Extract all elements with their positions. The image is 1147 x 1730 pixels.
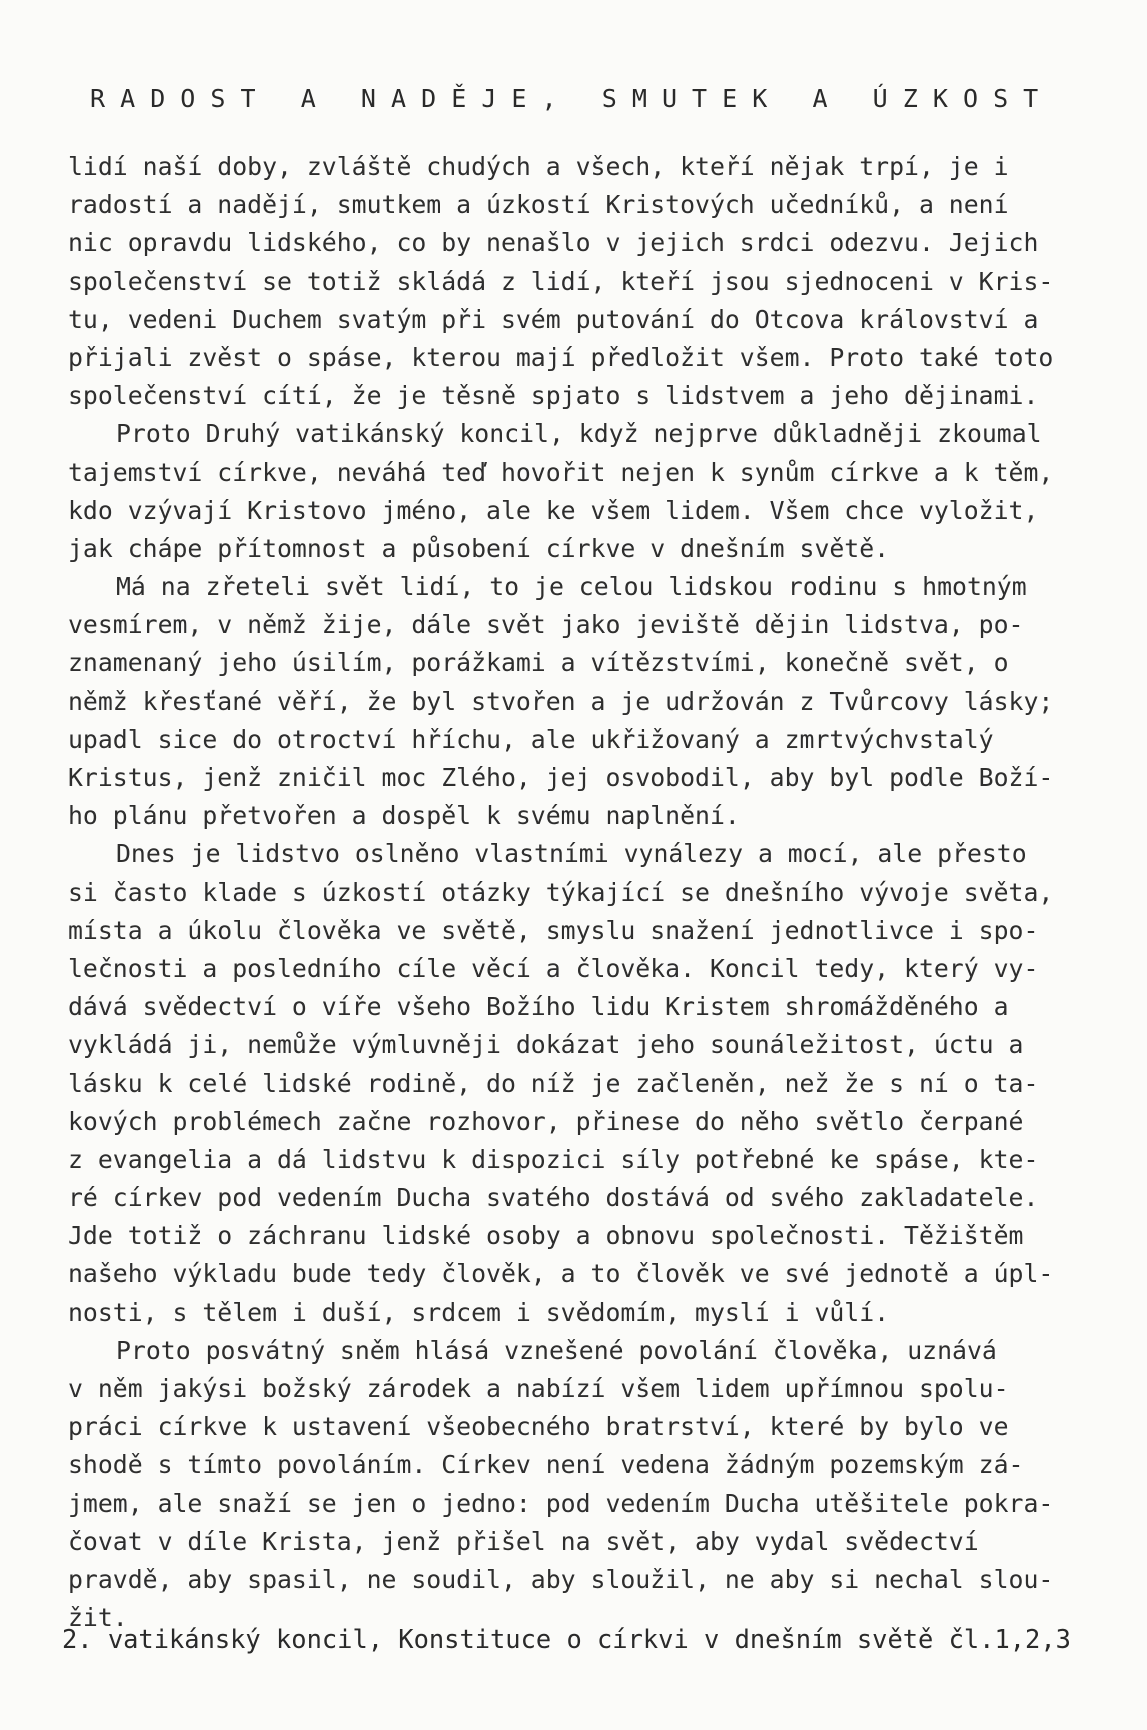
text-line: přijali zvěst o spáse, kterou mají předložit všem. Proto také toto — [68, 342, 1054, 372]
text-line: Jde totiž o záchranu lidské osoby a obnovu společnosti. Těžištěm — [68, 1221, 1024, 1251]
text-line: místa a úkolu člověka ve světě, smyslu snažení jednotlivce i spo- — [68, 915, 1039, 945]
text-line: společenství cítí, že je těsně spjato s lidstvem a jeho dějinami. — [68, 381, 1039, 411]
source-citation: 2. vatikánský koncil, Konstituce o církvi v dnešním světě čl.1,2,3 — [62, 1624, 1071, 1654]
text-line: němž křesťané věří, že byl stvořen a je udržován z Tvůrcovy lásky; — [68, 686, 1054, 716]
text-line: práci církve k ustavení všeobecného bratrství, které by bylo ve — [68, 1412, 1009, 1442]
text-line: Proto posvátný sněm hlásá vznešené povolání člověka, uznává — [116, 1335, 997, 1365]
text-line: tu, vedeni Duchem svatým při svém putování do Otcova království a — [68, 304, 1039, 334]
text-line: Kristus, jenž zničil moc Zlého, jej osvobodil, aby byl podle Boží- — [68, 763, 1054, 792]
text-line: společenství se totiž skládá z lidí, kteří jsou sjednoceni v Kris- — [68, 266, 1054, 296]
text-line: Dnes je lidstvo oslněno vlastními vynálezy a mocí, ale přesto — [116, 839, 1027, 869]
text-line: čovat v díle Krista, jenž přišel na svět, aby vydal svědectví — [68, 1526, 979, 1556]
text-line: dává svědectví o víře všeho Božího lidu Kristem shromážděného a — [68, 992, 1009, 1022]
text-line: žit. — [68, 1603, 128, 1633]
text-line: lásku k celé lidské rodině, do níž je začleněn, než že s ní o ta- — [68, 1068, 1039, 1098]
text-line: jmem, ale snaží se jen o jedno: pod vedením Ducha utěšitele pokra- — [68, 1488, 1054, 1518]
text-line: kových problémech začne rozhovor, přinese do něho světlo čerpané — [68, 1106, 1024, 1136]
text-line: ho plánu přetvořen a dospěl k svému naplnění. — [68, 801, 740, 831]
text-line: z evangelia a dá lidstvu k dispozici síly potřebné ke spáse, kte- — [68, 1144, 1039, 1174]
text-line: ré církev pod vedením Ducha svatého dostává od svého zakladatele. — [68, 1183, 1039, 1213]
text-line: si často klade s úzkostí otázky týkající se dnešního vývoje světa, — [68, 877, 1054, 907]
text-line: lidí naší doby, zvláště chudých a všech, kteří nějak trpí, je i — [68, 152, 1009, 181]
text-line: Proto Druhý vatikánský koncil, když nejprve důkladněji zkoumal — [116, 419, 1042, 449]
document-body — [68, 148, 1108, 1637]
text-line: pravdě, aby spasil, ne soudil, aby sloužil, ne aby si nechal slou- — [68, 1564, 1054, 1594]
text-line: nosti, s tělem i duší, srdcem i svědomím, myslí i vůlí. — [68, 1297, 890, 1327]
text-line: shodě s tímto povoláním. Církev není vedena žádným pozemským zá- — [68, 1450, 1024, 1480]
text-line: kdo vzývají Kristovo jméno, ale ke všem lidem. Všem chce vyložit, — [68, 495, 1039, 525]
text-line: radostí a nadějí, smutkem a úzkostí Kristových učedníků, a není — [68, 190, 1009, 220]
text-line: vesmírem, v němž žije, dále svět jako jeviště dějin lidstva, po- — [68, 610, 1024, 640]
text-line: jak chápe přítomnost a působení církve v dnešním světě. — [68, 533, 890, 563]
text-line: nic opravdu lidského, co by nenašlo v jejich srdci odezvu. Jejich — [68, 228, 1039, 258]
text-line: vykládá ji, nemůže výmluvněji dokázat jeho sounáležitost, úctu a — [68, 1030, 1024, 1060]
text-line: našeho výkladu bude tedy člověk, a to člověk ve své jednotě a úpl- — [68, 1259, 1054, 1289]
text-line: Má na zřeteli svět lidí, to je celou lidskou rodinu s hmotným — [116, 572, 1027, 602]
text-line: znamenaný jeho úsilím, porážkami a vítězstvími, konečně svět, o — [68, 648, 1009, 678]
text-line: v něm jakýsi božský zárodek a nabízí všem lidem upřímnou spolu- — [68, 1374, 1009, 1403]
text-line: tajemství církve, neváhá teď hovořit nejen k synům církve a k těm, — [68, 457, 1054, 487]
text-line: lečnosti a posledního cíle věcí a člověka. Koncil tedy, který vy- — [68, 953, 1039, 983]
text-line: upadl sice do otroctví hříchu, ale ukřižovaný a zmrtvýchvstalý — [68, 724, 994, 754]
page-title: R A D O S T A N A D Ě J E , S M U T E K A Ú Z K O S T — [90, 84, 1039, 113]
